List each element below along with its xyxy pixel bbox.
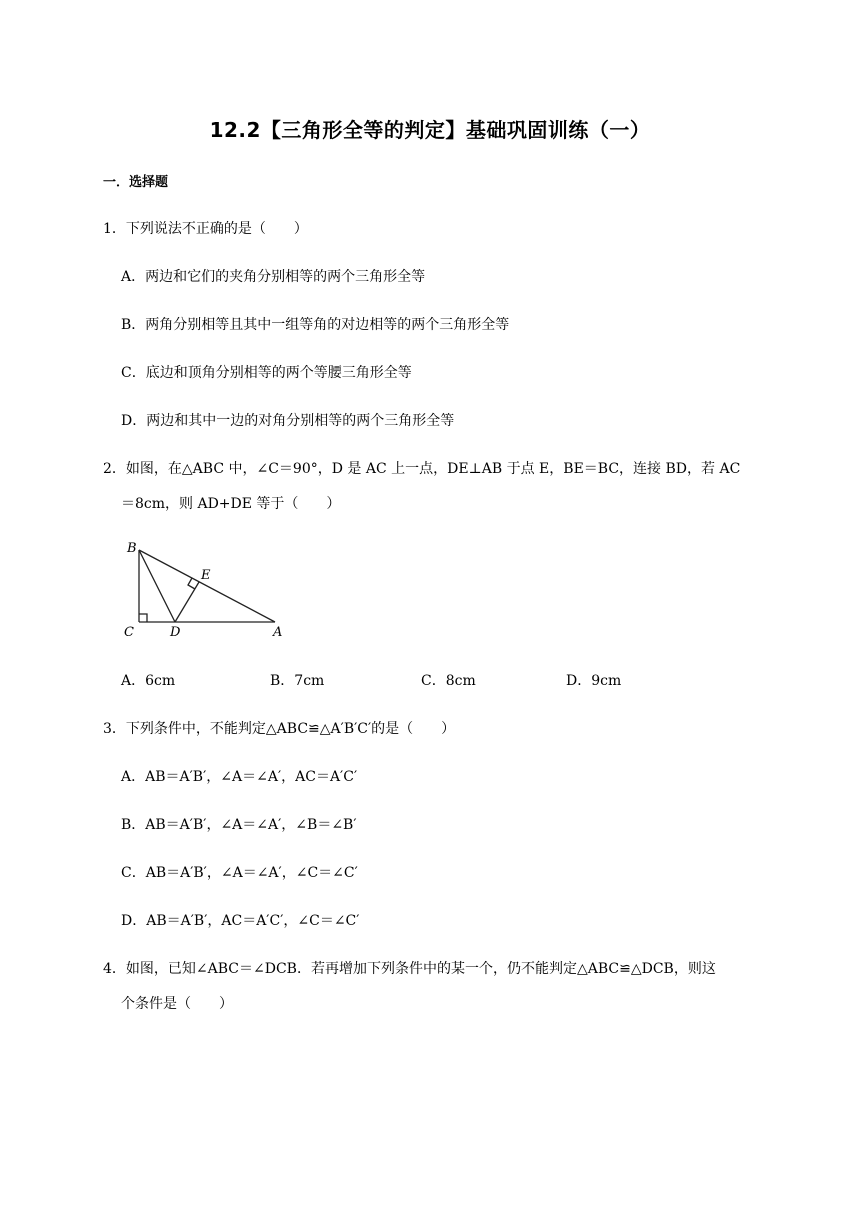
page-title: 12.2【三角形全等的判定】基础巩固训练（一） (209, 118, 651, 142)
section-heading: 一．选择题 (103, 175, 169, 190)
figure-label-b: B (127, 541, 137, 556)
question-3-option-a: A．AB＝A′B′，∠A＝∠A′，AC＝A′C′ (121, 769, 358, 785)
figure-label-d: D (170, 625, 181, 640)
question-1-stem: 1．下列说法不正确的是（ ） (103, 221, 308, 237)
triangle-diagram (118, 538, 293, 640)
question-1-option-d: D．两边和其中一边的对角分别相等的两个三角形全等 (121, 413, 455, 429)
question-2-stem-line-1: 2．如图，在△ABC 中，∠C＝90°，D 是 AC 上一点，DE⊥AB 于点 E，BE＝BC，连接 BD，若 AC (103, 461, 741, 477)
question-4-stem-line-1: 4．如图，已知∠ABC＝∠DCB．若再增加下列条件中的某一个，仍不能判定△ABC≌△DCB，则这 (103, 961, 716, 977)
question-3-option-b: B．AB＝A′B′，∠A＝∠A′，∠B＝∠B′ (121, 817, 357, 833)
figure-label-c: C (124, 625, 134, 640)
question-1-option-b: B．两角分别相等且其中一组等角的对边相等的两个三角形全等 (121, 317, 510, 333)
right-angle-mark-c (139, 614, 147, 622)
triangle-figure (118, 538, 293, 640)
question-2-option-d: D．9cm (566, 673, 622, 689)
segment-de (175, 582, 199, 622)
figure-label-e: E (201, 568, 211, 583)
question-3-option-d: D．AB＝A′B′，AC＝A′C′，∠C＝∠C′ (121, 913, 360, 929)
question-2-option-a: A．6cm (121, 673, 176, 689)
question-1-option-c: C．底边和顶角分别相等的两个等腰三角形全等 (121, 365, 412, 381)
figure-label-a: A (273, 625, 283, 640)
question-3-option-c: C．AB＝A′B′，∠A＝∠A′，∠C＝∠C′ (121, 865, 358, 881)
segment-bd (139, 550, 175, 622)
question-4-stem-line-2: 个条件是（ ） (121, 996, 233, 1012)
question-2-stem-line-2: ＝8cm，则 AD+DE 等于（ ） (121, 496, 341, 512)
question-2-option-b: B．7cm (270, 673, 325, 689)
question-2-option-c: C．8cm (421, 673, 476, 689)
question-3-stem: 3．下列条件中，不能判定△ABC≌△A′B′C′的是（ ） (103, 721, 456, 737)
question-1-option-a: A．两边和它们的夹角分别相等的两个三角形全等 (121, 269, 426, 285)
segment-ba (139, 550, 275, 622)
